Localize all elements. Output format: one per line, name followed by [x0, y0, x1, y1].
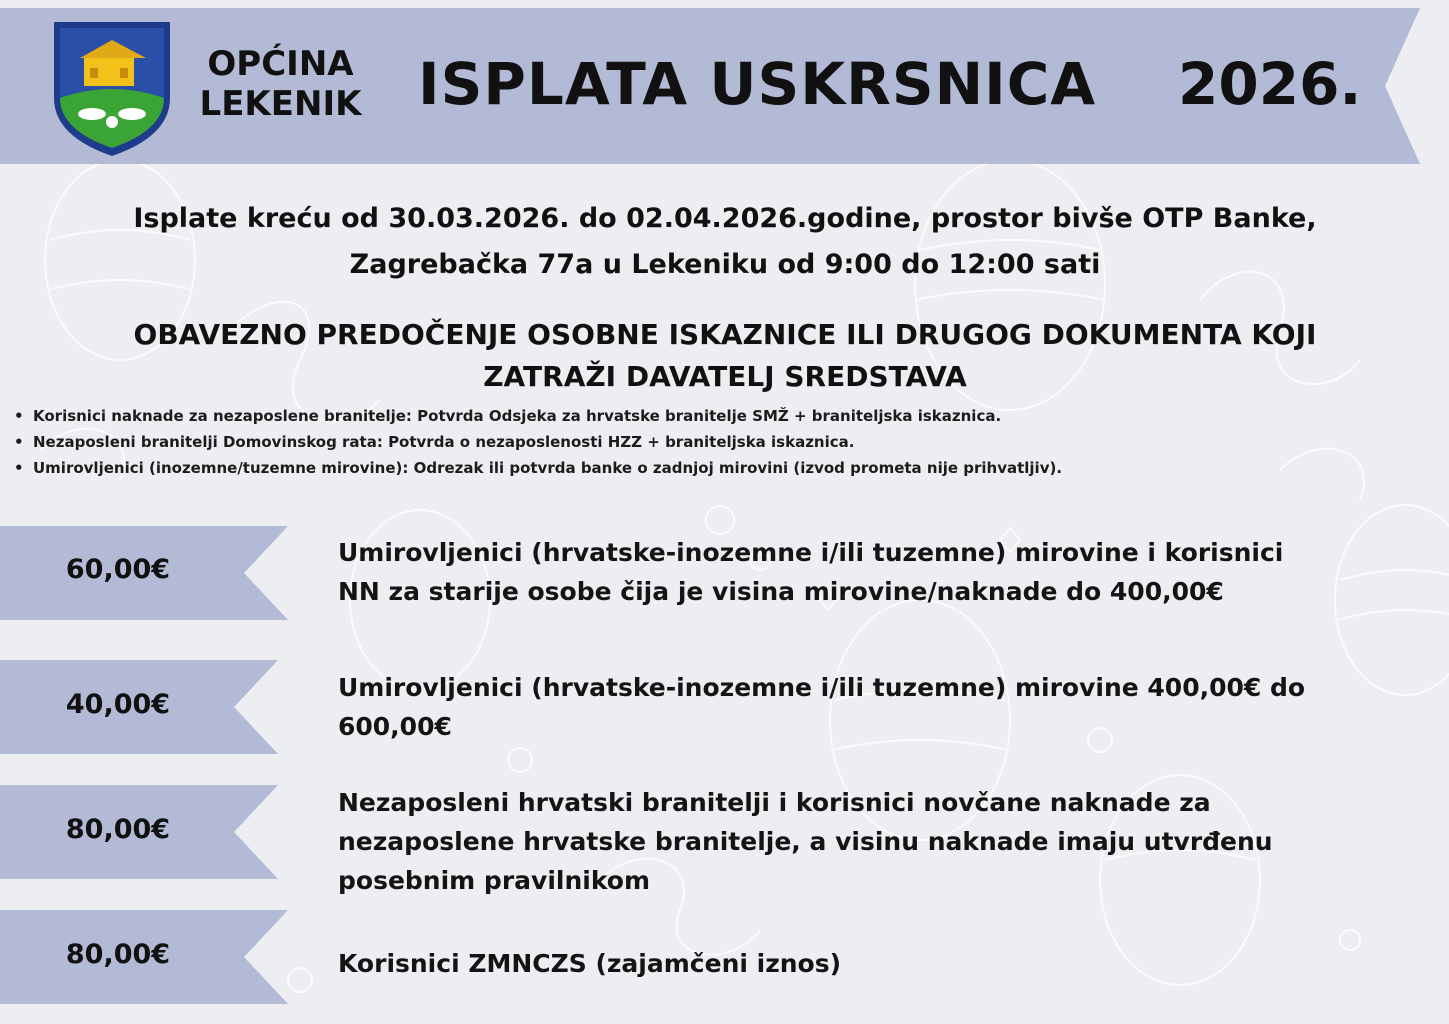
notice-line: ZATRAŽI DAVATELJ SREDSTAVA	[483, 360, 967, 393]
intro-line: Zagrebačka 77a u Lekeniku od 9:00 do 12:00 sati	[349, 249, 1101, 280]
payment-amount: 60,00€	[65, 554, 171, 585]
payment-category	[338, 533, 1318, 611]
intro-text	[40, 196, 1410, 288]
page-year: 2026.	[1178, 50, 1362, 118]
id-notice	[40, 314, 1410, 398]
bullet-icon: •	[14, 433, 24, 451]
payment-amount: 80,00€	[65, 814, 171, 845]
org-name	[188, 44, 373, 124]
category-line: NN za starije osobe čija je visina mirovine/naknade do 400,00€	[338, 577, 1224, 606]
amount-ribbon	[0, 526, 290, 620]
amount-ribbon	[0, 785, 290, 879]
list-item	[12, 403, 1312, 429]
requirement-text: Umirovljenici (inozemne/tuzemne mirovine): Odrezak ili potvrda banke o zadnjoj mirovini (izvod prometa nije prihvatljiv).	[33, 459, 1063, 477]
payment-category	[338, 668, 1318, 746]
intro-line: Isplate kreću od 30.03.2026. do 02.04.2026.godine, prostor bivše OTP Banke,	[133, 203, 1317, 234]
org-name-line1: OPĆINA	[207, 44, 354, 84]
payment-category	[338, 944, 1318, 983]
category-line: Umirovljenici (hrvatske-inozemne i/ili tuzemne) mirovine 400,00€ do	[338, 673, 1306, 702]
requirement-text: Korisnici naknade za nezaposlene branitelje: Potvrda Odsjeka za hrvatske branitelje SMŽ + braniteljska iskaznica.	[33, 407, 1002, 425]
requirement-text: Nezaposleni branitelji Domovinskog rata: Potvrda o nezaposlenosti HZZ + braniteljska iskaznica.	[33, 433, 855, 451]
requirements-list	[12, 403, 1312, 481]
amount-ribbon	[0, 910, 290, 1004]
amount-ribbon	[0, 660, 290, 754]
org-name-line2: LEKENIK	[199, 84, 362, 124]
bullet-icon: •	[14, 407, 24, 425]
payment-amount: 40,00€	[65, 689, 171, 720]
notice-line: OBAVEZNO PREDOČENJE OSOBNE ISKAZNICE ILI DRUGOG DOKUMENTA KOJI	[133, 318, 1317, 351]
category-line: nezaposlene hrvatske branitelje, a visinu naknade imaju utvrđenu	[338, 827, 1273, 856]
category-line: posebnim pravilnikom	[338, 866, 650, 895]
egg-outline-icon	[1335, 505, 1449, 695]
payment-amount: 80,00€	[65, 939, 171, 970]
category-line: Korisnici ZMNCZS (zajamčeni iznos)	[338, 949, 842, 978]
payment-category	[338, 783, 1318, 900]
list-item	[12, 455, 1312, 481]
bullet-icon: •	[14, 459, 24, 477]
list-item	[12, 429, 1312, 455]
category-line: Umirovljenici (hrvatske-inozemne i/ili tuzemne) mirovine i korisnici	[338, 538, 1284, 567]
page-title: ISPLATA USKRSNICA	[418, 50, 1097, 118]
category-line: Nezaposleni hrvatski branitelji i korisnici novčane naknade za	[338, 788, 1211, 817]
category-line: 600,00€	[338, 712, 452, 741]
lekenik-coat-of-arms-icon	[50, 18, 174, 158]
